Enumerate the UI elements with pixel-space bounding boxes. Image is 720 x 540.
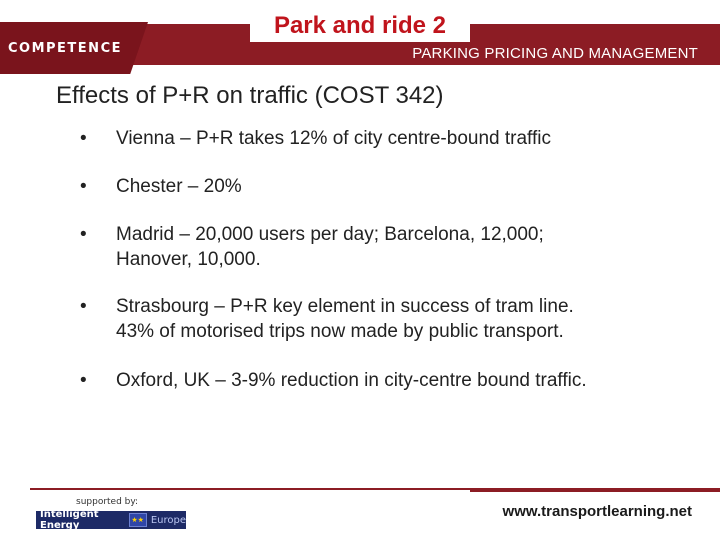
bullet-text-continued: Hanover, 10,000. <box>116 249 261 270</box>
bullet-text: Madrid – 20,000 users per day; Barcelona, 12,000; <box>116 224 544 245</box>
bullet-item <box>80 126 551 151</box>
bullet-dot-icon: • <box>80 370 87 391</box>
eu-flag-icon: ★★ <box>129 513 147 527</box>
bullet-dot-icon: • <box>80 224 87 245</box>
bullet-item <box>80 222 544 272</box>
slide-subtitle: PARKING PRICING AND MANAGEMENT <box>412 45 698 62</box>
bullet-item <box>80 368 587 393</box>
bullet-text: Vienna – P+R takes 12% of city centre-bound traffic <box>116 128 551 149</box>
footer-accent-bar <box>470 489 720 492</box>
supported-by-label: supported by: <box>76 497 139 507</box>
intelligent-energy-logo <box>36 511 186 529</box>
competence-logo: COMPETENCE <box>8 41 122 56</box>
website-link[interactable]: www.transportlearning.net <box>502 503 692 520</box>
bullet-dot-icon: • <box>80 176 87 197</box>
slide-header <box>0 0 720 75</box>
content-heading: Effects of P+R on traffic (COST 342) <box>56 82 444 109</box>
bullet-text: Strasbourg – P+R key element in success of tram line. <box>116 296 574 317</box>
slide-title: Park and ride 2 <box>273 12 447 39</box>
bullet-item <box>80 294 574 344</box>
bullet-text: Chester – 20% <box>116 176 242 197</box>
sponsor-suffix: Europe <box>150 514 186 526</box>
sponsor-name: Intelligent Energy <box>40 509 99 531</box>
bullet-item <box>80 174 242 199</box>
bullet-text-continued: 43% of motorised trips now made by public transport. <box>116 321 564 342</box>
bullet-text: Oxford, UK – 3-9% reduction in city-centre bound traffic. <box>116 370 587 391</box>
bullet-dot-icon: • <box>80 128 87 149</box>
bullet-dot-icon: • <box>80 296 87 317</box>
